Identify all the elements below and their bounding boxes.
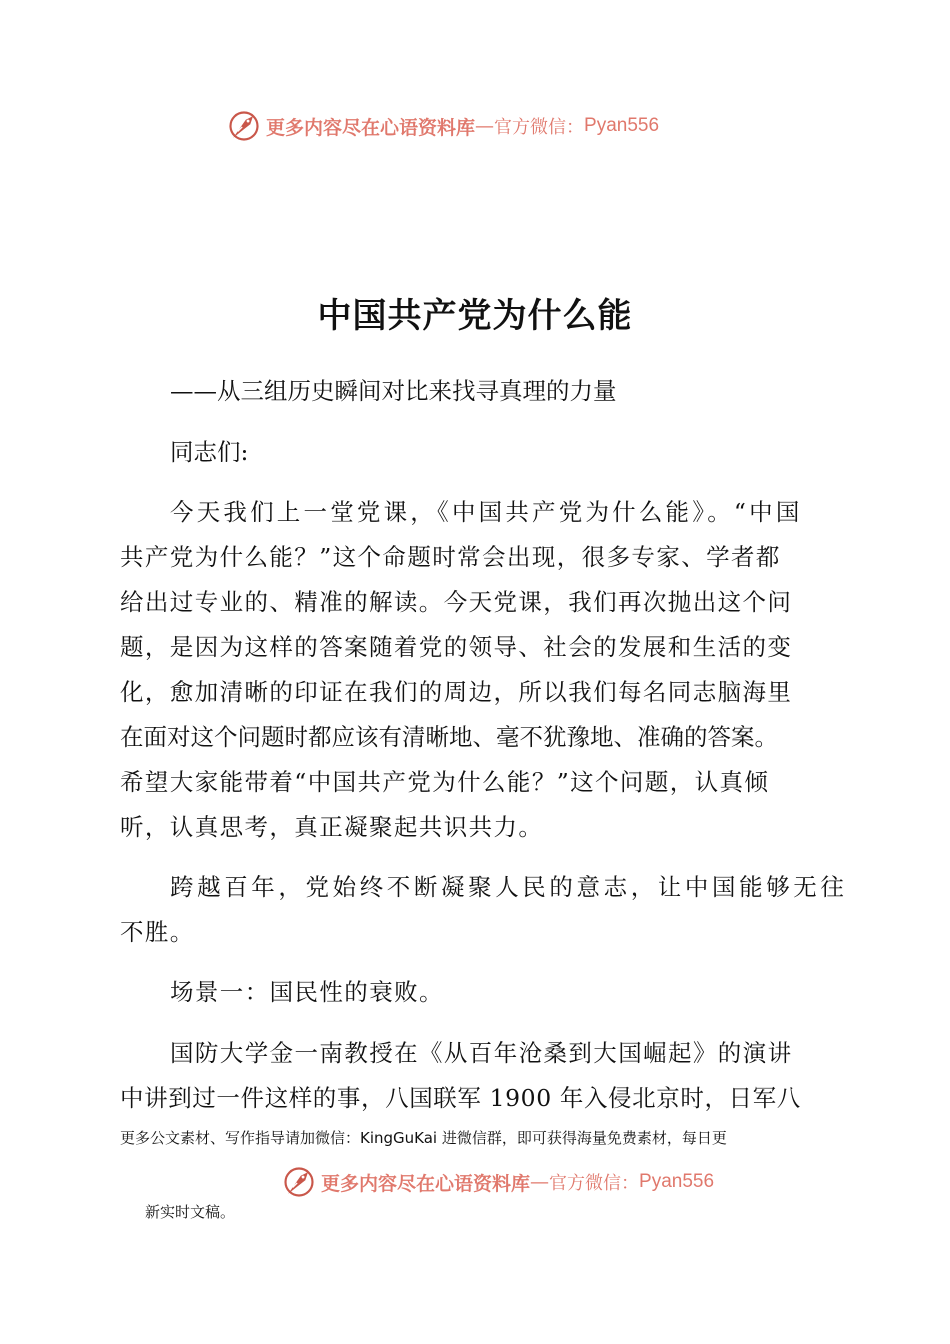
paragraph-1-line: 题，是因为这样的答案随着党的领导、社会的发展和生活的变 (120, 633, 793, 661)
salutation: 同志们: (170, 438, 249, 466)
watermark-wechat-id: Pyan556 (639, 1171, 715, 1192)
watermark-site-text: 更多内容尽在心语资料库 (321, 1172, 531, 1195)
paragraph-1-line: 化，愈加清晰的印证在我们的周边，所以我们每名同志脑海里 (120, 678, 793, 706)
footer-note-line-2: 新实时文稿。 (145, 1203, 236, 1221)
paragraph-1-line: 给出过专业的、精准的解读。今天党课，我们再次抛出这个问 (120, 588, 793, 616)
document-subtitle: ——从三组历史瞬间对比来找寻真理的力量 (170, 377, 617, 405)
watermark-separator: — (530, 1171, 550, 1193)
watermark-site-text: 更多内容尽在心语资料库 (266, 116, 476, 139)
paragraph-1-line: 希望大家能带着“中国共产党为什么能？”这个问题，认真倾 (120, 768, 770, 796)
paragraph-1-line: 今天我们上一堂党课，《中国共产党为什么能》。“中国 (170, 498, 803, 526)
document-title: 中国共产党为什么能 (317, 296, 633, 336)
watermark-label: 官方微信： (494, 117, 585, 138)
header-watermark (226, 108, 659, 144)
watermark-label: 官方微信： (549, 1173, 640, 1194)
fountain-pen-nib-icon (226, 108, 262, 144)
fountain-pen-nib-icon (281, 1164, 317, 1200)
paragraph-1-line: 共产党为什么能？”这个命题时常会出现，很多专家、学者都 (120, 543, 781, 571)
paragraph-3-line: 中讲到过一件这样的事，八国联军 1900 年入侵北京时，日军八 (120, 1084, 801, 1112)
scene-heading: 场景一：国民性的衰败。 (170, 978, 444, 1006)
paragraph-1-line: 在面对这个问题时都应该有清晰地、毫不犹豫地、准确的答案。 (120, 723, 778, 751)
paragraph-2-line: 跨越百年，党始终不断凝聚人民的意志，让中国能够无往 (170, 873, 848, 901)
watermark-separator: — (475, 115, 495, 137)
paragraph-1-line: 听，认真思考，真正凝聚起共识共力。 (120, 813, 544, 841)
paragraph-3-line: 国防大学金一南教授在《从百年沧桑到大国崛起》的演讲 (170, 1039, 793, 1067)
paragraph-2-line: 不胜。 (120, 918, 195, 946)
footer-watermark (281, 1164, 714, 1200)
watermark-wechat-id: Pyan556 (584, 115, 660, 136)
footer-note-line-1: 更多公文素材、写作指导请加微信：KingGuKai 进微信群，即可获得海量免费素材，每日更 (120, 1129, 727, 1147)
